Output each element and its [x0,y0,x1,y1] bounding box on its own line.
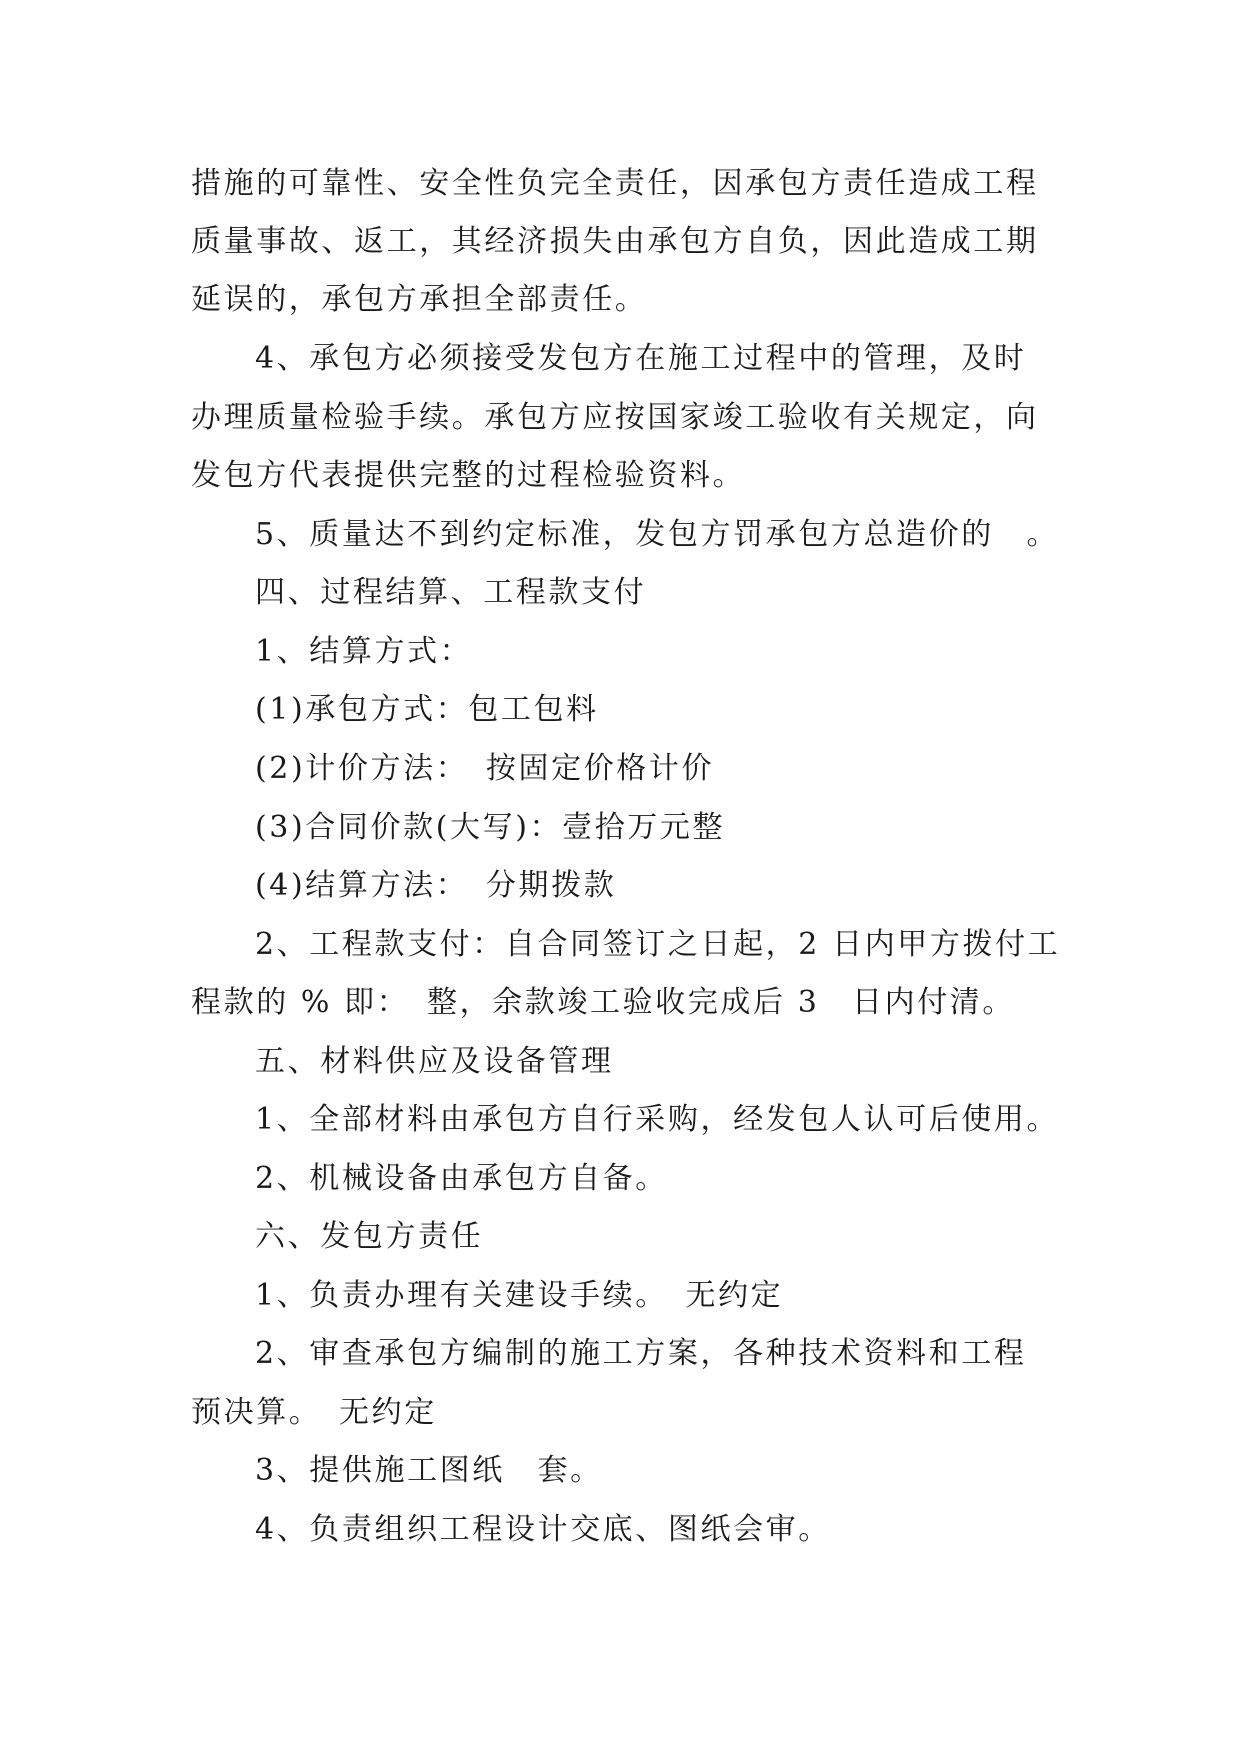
text-line: 2、工程款支付：自合同签订之日起，2 日内甲方拨付工 [255,927,1061,962]
text-line: (2)计价方法： 按固定价格计价 [255,751,715,786]
text-line: (1)承包方式：包工包料 [255,692,599,727]
text-line: 1、结算方式： [255,634,473,669]
section-heading: 五、材料供应及设备管理 [255,1044,614,1079]
section-heading: 四、过程结算、工程款支付 [255,575,647,610]
text-line: 措施的可靠性、安全性负完全责任，因承包方责任造成工程 [191,166,1039,201]
text-line: 程款的 % 即： 整，余款竣工验收完成后 3 日内付清。 [191,985,1016,1020]
text-line: 办理质量检验手续。承包方应按国家竣工验收有关规定，向 [191,400,1039,435]
text-line: 延误的，承包方承担全部责任。 [191,282,648,317]
text-line: (3)合同价款(大写)：壹拾万元整 [255,810,726,845]
text-line: 发包方代表提供完整的过程检验资料。 [191,458,746,493]
section-heading: 六、发包方责任 [255,1219,484,1254]
text-line: 4、承包方必须接受发包方在施工过程中的管理，及时 [255,341,1027,376]
text-line: 5、质量达不到约定标准，发包方罚承包方总造价的 。 [255,517,1060,552]
text-line: 2、机械设备由承包方自备。 [255,1161,668,1196]
text-line: 2、审查承包方编制的施工方案，各种技术资料和工程 [255,1336,1027,1371]
text-line: 4、负责组织工程设计交底、图纸会审。 [255,1512,831,1547]
text-line: 预决算。 无约定 [191,1395,437,1430]
text-line: 质量事故、返工，其经济损失由承包方自负，因此造成工期 [191,224,1039,259]
text-line: 1、负责办理有关建设手续。 无约定 [255,1278,784,1313]
text-line: (4)结算方法： 分期拨款 [255,868,617,903]
text-line: 3、提供施工图纸 套。 [255,1453,603,1488]
text-line: 1、全部材料由承包方自行采购，经发包人认可后使用。 [255,1102,1060,1137]
